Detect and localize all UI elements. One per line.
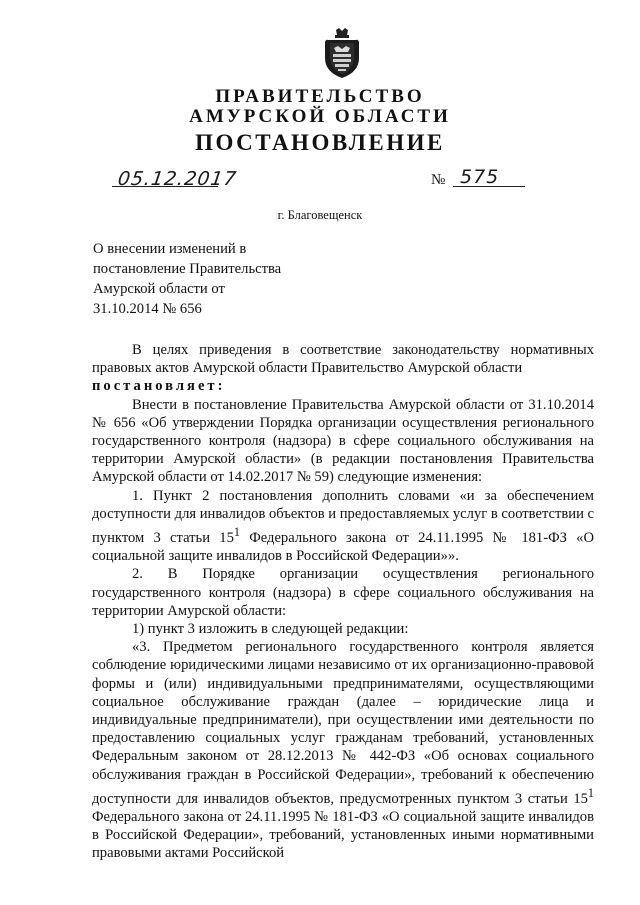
article-superscript: 1 xyxy=(233,525,240,540)
clause-3-text-cont: Федерального закона от 24.11.1995 № 181-ФЗ «О социальной защите инвалидов в Российской Федерации», требований, установленных иными нормативными правовыми актами Российской xyxy=(92,808,594,862)
document-number: 575 xyxy=(460,166,500,188)
document-body xyxy=(92,341,594,862)
coat-of-arms-emblem xyxy=(323,28,361,80)
document-date: 05.12.2017 xyxy=(116,168,239,190)
paragraph-new-clause-3 xyxy=(92,638,594,862)
article-superscript: 1 xyxy=(587,785,594,800)
item-1-text-cont: Федерального закона от 24.11.1995 № 181-ФЗ «О социальной защите инвалидов в Российской Федерации»». xyxy=(92,529,594,565)
city-name: г. Благовещенск xyxy=(277,208,363,222)
paragraph-amendments-intro: Внести в постановление Правительства Амурской области от 31.10.2014 № 656 «Об утверждении Порядка организации осуществления регионального государственного контроля (надзора) в сфере социального обслуживания на территории Амурской области» (в редакции постановления Правительства Амурской области от 14.02.2017 № 59) следующие изменения: xyxy=(92,396,594,486)
item-1-text: 1. Пункт 2 постановления дополнить словами «и за обеспечением доступности для инвалидов объектов и предоставляемых услуг в соответствии с пунктом 3 статьи 15 xyxy=(92,487,595,546)
paragraph-item-2: 2. В Порядке организации осуществления регионального государственного контроля (надзора) в сфере социального обслуживания на территории Амурской области: xyxy=(92,566,594,619)
paragraph-subitem-1: 1) пункт 3 изложить в следующей редакции: xyxy=(132,620,409,637)
subject-line: 31.10.2014 № 656 xyxy=(93,301,202,317)
document-type-title: ПОСТАНОВЛЕНИЕ xyxy=(195,130,445,155)
paragraph-item-1 xyxy=(92,487,594,566)
preamble-paragraph: В целях приведения в соответствие законодательству нормативных правовых актов Амурской области Правительство Амурской области xyxy=(92,342,594,377)
resolves-word: постановляет: xyxy=(92,378,226,395)
subject-line: постановление Правительства xyxy=(93,261,282,277)
document-subject xyxy=(93,239,281,319)
subject-line: Амурской области от xyxy=(93,281,225,297)
number-sign: № xyxy=(431,172,446,188)
government-title: ПРАВИТЕЛЬСТВО xyxy=(215,86,425,107)
clause-3-text: «3. Предметом регионального государственного контроля является соблюдение юридическими лицами независимо от их организационно-правовой формы и (или) индивидуальными предпринимателями, осуществляющими социальное обслуживание граждан (далее – юридические лица и индивидуальные предприниматели), при осуществлении ими деятельности по предоставлению социальных услуг гражданам требований, установленных Федеральным законом от 28.12.2013 № 442-ФЗ «Об основах социального обслуживания граждан в Российской Федерации», требований к обеспечению доступности для инвалидов объектов, предусмотренных пунктом 3 статьи 15 xyxy=(92,639,594,807)
region-title: АМУРСКОЙ ОБЛАСТИ xyxy=(189,106,451,127)
subject-line: О внесении изменений в xyxy=(93,241,247,257)
